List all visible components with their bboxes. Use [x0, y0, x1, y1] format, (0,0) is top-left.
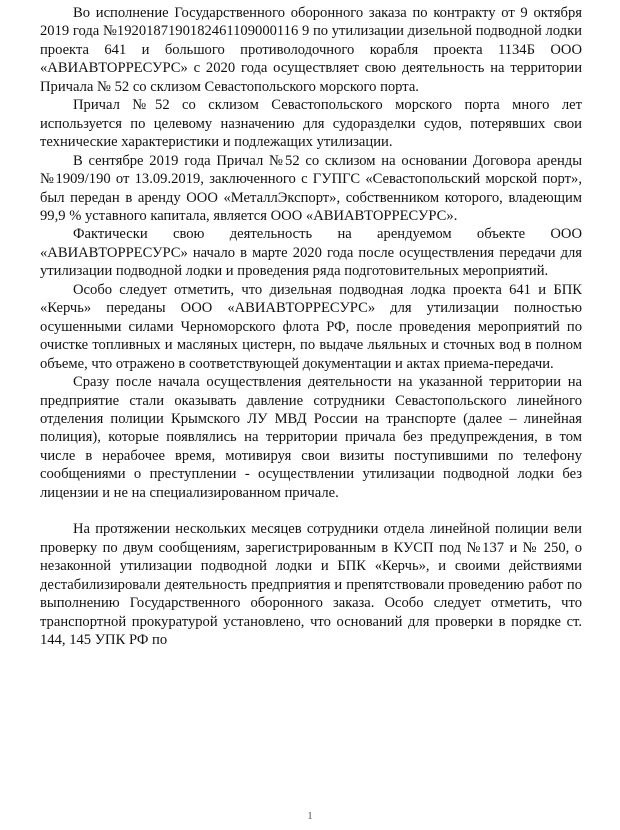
page-number: 1 [307, 810, 313, 822]
paragraph-inspection: На протяжении нескольких месяцев сотрудники отдела линейной полиции вели проверку по двум сообщениям, зарегистрированным в КУСП под №137 и № 250, о незаконной утилизации подводной лодки и БПК «Керчь», и своими действиями дестабилизировали деятельность предприятия и препятствовали проведению работ по выполнению Государственного оборонного заказа. Особо следует отметить, что транспортной прокуратурой установлено, что оснований для проверки в порядке ст. 144, 145 УПК РФ по [40, 521, 582, 648]
paragraph-lease: В сентябре 2019 года Причал №52 со склизом на основании Договора аренды №1909/190 от 13.09.2019, заключенного с ГУПГС «Севастопольский морской порт», был передан в аренду ООО «МеталлЭкспорт», собственником которого, владеющим 99,9 % уставного капитала, является ООО «АВИАВТОРРЕСУРС». [40, 152, 582, 224]
paragraph-contract: Во исполнение Государственного оборонного заказа по контракту от 9 октября 2019 года №1920187190182461109000116 9 по утилизации дизельной подводной лодки проекта 641 и большого противолодочного корабля проекта 1134Б ООО «АВИАВТОРРЕСУРС» с 2020 года осуществляет свою деятельность на территории Причала № 52 со склизом Севастопольского морского порта. [40, 5, 582, 95]
paragraph-pier-usage: Причал №52 со склизом Севастопольского морского порта много лет используется по целевому назначению для судоразделки судов, потерявших свои технические характеристики и подлежащих утилизации. [40, 97, 582, 151]
document-body [40, 4, 582, 649]
paragraph-police-pressure: Сразу после начала осуществления деятельности на указанной территории на предприятие стали оказывать давление сотрудники Севастопольского линейного отделения полиции Крымского ЛУ МВД России на транспорте (далее – линейная полиция), которые появлялись на территории причала без предупреждения, в том числе в нерабочее время, мотивируя свои визиты поступившими по телефону сообщениями о преступлении - осуществлении утилизации подводной лодки без лицензии и не на специализированном причале. [40, 374, 582, 501]
paragraph-vessels-transfer: Особо следует отметить, что дизельная подводная лодка проекта 641 и БПК «Керчь» переданы ООО «АВИАВТОРРЕСУРС» для утилизации полностью осушенными силами Черноморского флота РФ, после проведения мероприятий по очистке топливных и масляных цистерн, по выдаче льяльных и сточных вод в полном объеме, что отражено в соответствующей документации и актах приема-передачи. [40, 281, 582, 372]
paragraph-activity-start: Фактически свою деятельность на арендуемом объекте ООО «АВИАВТОРРЕСУРС» начало в марте 2020 года после осуществления передачи для утилизации подводной лодки и проведения ряда подготовительных мероприятий. [40, 226, 582, 280]
